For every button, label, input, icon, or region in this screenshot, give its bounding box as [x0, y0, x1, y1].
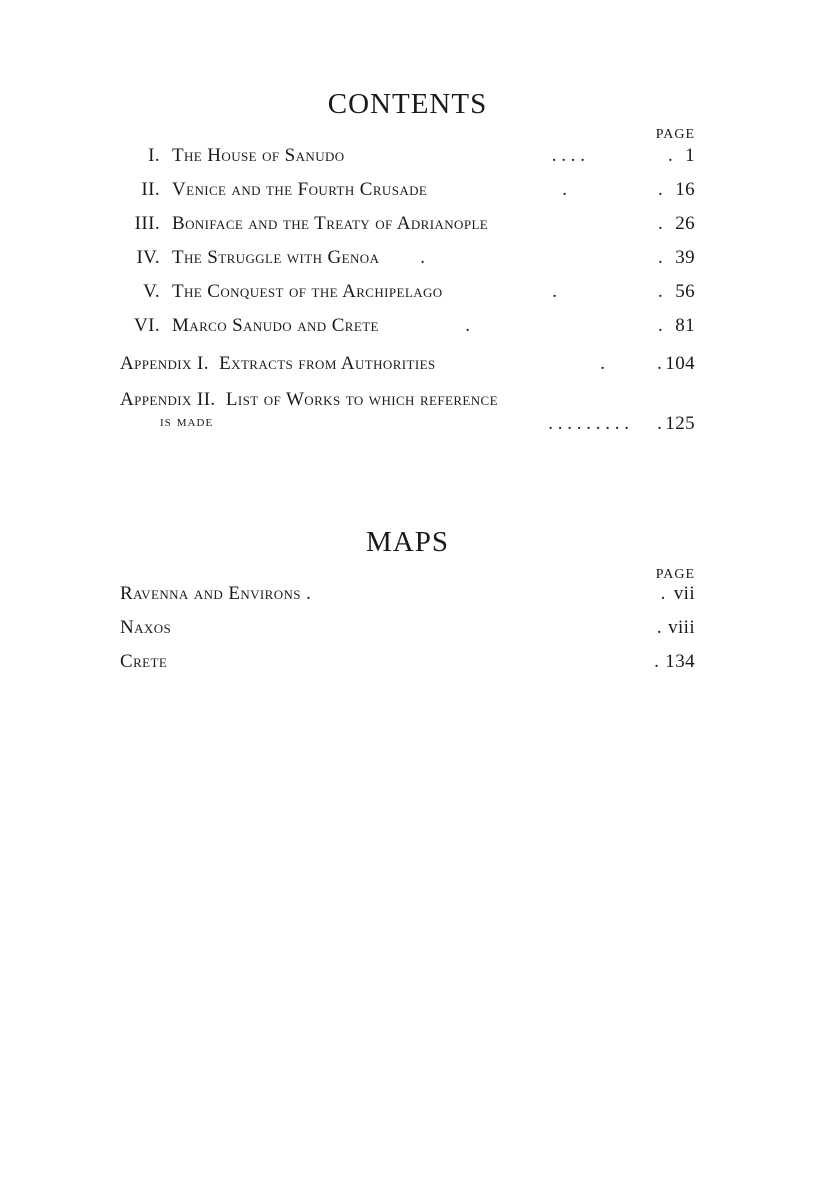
chapter-number: I.: [148, 145, 160, 166]
leader-dots: .: [465, 315, 470, 336]
chapter-page: . 39: [658, 247, 695, 268]
chapter-title: The Struggle with Genoa: [172, 247, 380, 268]
leader-dots: .: [562, 179, 567, 200]
chapter-row-2[interactable]: [120, 179, 695, 213]
chapter-page: . 26: [658, 213, 695, 234]
leader-dots: .: [552, 281, 557, 302]
map-title: Crete: [120, 651, 168, 672]
maps-heading: MAPS: [366, 526, 449, 558]
contents-page-label: PAGE: [655, 127, 695, 142]
leader-dots: . . . . . . . . .: [548, 413, 629, 434]
map-title: Naxos: [120, 617, 172, 638]
chapter-number: III.: [134, 213, 160, 234]
maps-list: [120, 583, 695, 685]
map-row-3[interactable]: [120, 651, 695, 685]
chapter-page: . 56: [658, 281, 695, 302]
contents-heading: CONTENTS: [327, 88, 488, 120]
appendix-continuation: is made: [160, 413, 214, 430]
appendix-row-1[interactable]: [120, 353, 695, 389]
map-title: Ravenna and Environs .: [120, 583, 312, 604]
appendix-list: [120, 353, 695, 443]
chapter-row-3[interactable]: [120, 213, 695, 247]
chapter-row-4[interactable]: [120, 247, 695, 281]
chapter-row-6[interactable]: [120, 315, 695, 349]
appendix-page: . 104: [657, 353, 695, 374]
chapter-page: . 1: [667, 145, 695, 166]
chapter-number: II.: [141, 179, 160, 200]
chapter-title: Boniface and the Treaty of Adrianople: [172, 213, 489, 234]
maps-page-label: PAGE: [655, 567, 695, 582]
chapter-number: IV.: [136, 247, 160, 268]
leader-dots: .: [420, 247, 425, 268]
appendix-row-2[interactable]: [120, 389, 695, 413]
chapter-list: [120, 145, 695, 349]
chapter-page: . 81: [658, 315, 695, 336]
chapter-title: Venice and the Fourth Crusade: [172, 179, 428, 200]
chapter-number: VI.: [134, 315, 160, 336]
map-row-1[interactable]: [120, 583, 695, 617]
appendix-entry: Appendix I. Extracts from Authorities: [120, 353, 436, 374]
appendix-page: . 125: [657, 413, 695, 434]
contents-section: [120, 88, 695, 443]
map-row-2[interactable]: [120, 617, 695, 651]
appendix-row-2-continued: [120, 413, 695, 443]
chapter-row-5[interactable]: [120, 281, 695, 315]
chapter-number: V.: [143, 281, 160, 302]
map-page: . viii: [656, 617, 695, 638]
maps-section: [120, 526, 695, 685]
chapter-title: The Conquest of the Archipelago: [172, 281, 443, 302]
chapter-row-1[interactable]: [120, 145, 695, 179]
chapter-page: . 16: [658, 179, 695, 200]
chapter-title: Marco Sanudo and Crete: [172, 315, 379, 336]
map-page: . vii: [660, 583, 695, 604]
leader-dots: .: [600, 353, 605, 374]
appendix-entry: Appendix II. List of Works to which reference: [120, 389, 498, 410]
leader-dots: . . . .: [551, 145, 585, 166]
map-page: . 134: [654, 651, 695, 672]
chapter-title: The House of Sanudo: [172, 145, 345, 166]
